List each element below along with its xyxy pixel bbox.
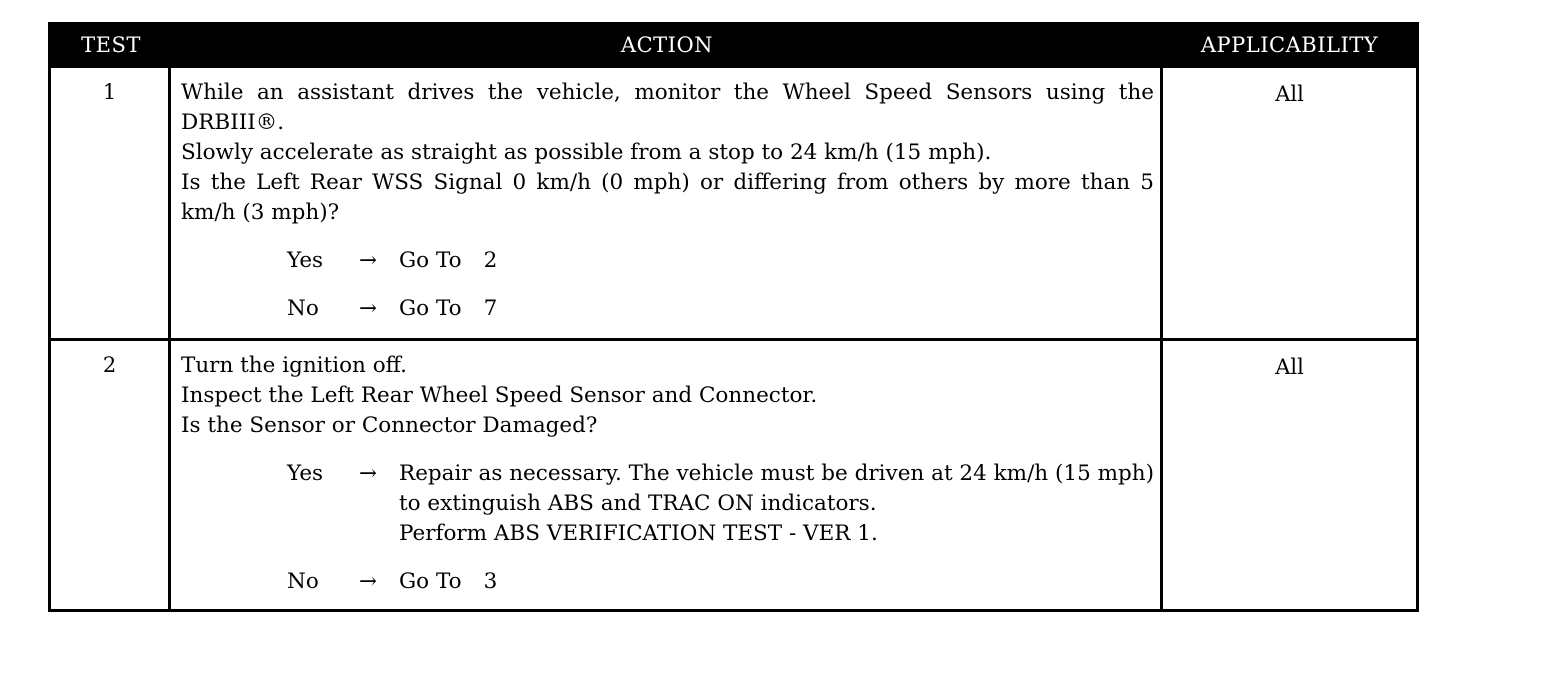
test-number: 2 [51, 341, 171, 609]
branch-no [287, 294, 1154, 324]
branch-result [399, 459, 1154, 549]
applicability-cell: All [1275, 82, 1304, 106]
goto-label: Go To [399, 296, 462, 321]
action-line: Is the Left Rear WSS Signal 0 km/h (0 mph) or differing from others by more than 5 km/h (3 mph)? [181, 170, 1154, 225]
goto-number: 3 [483, 569, 498, 594]
header-action: ACTION [620, 33, 714, 57]
branch-yes [287, 459, 1154, 549]
action-line: Turn the ignition off. [181, 353, 407, 378]
arrow-icon: → [358, 248, 377, 273]
arrow-icon: → [358, 569, 377, 594]
answer-label: No [287, 569, 319, 594]
branch-result [399, 246, 1154, 276]
action-line: Slowly accelerate as straight as possible from a stop to 24 km/h (15 mph). [181, 140, 992, 165]
table-header [51, 25, 1416, 65]
goto-number: 2 [483, 248, 498, 273]
action-line: Is the Sensor or Connector Damaged? [181, 413, 598, 438]
answer-label: No [287, 296, 319, 321]
table-row [51, 338, 1416, 609]
goto-label: Go To [399, 248, 462, 273]
branch-result [399, 294, 1154, 324]
header-applicability: APPLICABILITY [1200, 33, 1379, 57]
result-line: Perform ABS VERIFICATION TEST - VER 1. [399, 521, 878, 546]
action-line: Inspect the Left Rear Wheel Speed Sensor and Connector. [181, 383, 818, 408]
answer-label: Yes [287, 461, 324, 486]
result-line: Repair as necessary. The vehicle must be driven at 24 km/h (15 mph) to extinguish ABS and TRAC ON indicators. [399, 461, 1154, 516]
arrow-icon: → [358, 296, 377, 321]
branch-no [287, 567, 1154, 597]
action-cell [171, 341, 1163, 609]
test-number: 1 [51, 68, 171, 338]
branch-yes [287, 246, 1154, 276]
table-row [51, 65, 1416, 338]
branch-result [399, 567, 1154, 597]
action-line: While an assistant drives the vehicle, monitor the Wheel Speed Sensors using the DRBIII®. [181, 80, 1154, 135]
goto-number: 7 [483, 296, 498, 321]
goto-label: Go To [399, 569, 462, 594]
applicability-cell: All [1275, 355, 1304, 379]
diagnostic-table [48, 22, 1419, 612]
action-cell [171, 68, 1163, 338]
answer-label: Yes [287, 248, 324, 273]
header-test: TEST [81, 33, 141, 57]
arrow-icon: → [358, 461, 377, 486]
